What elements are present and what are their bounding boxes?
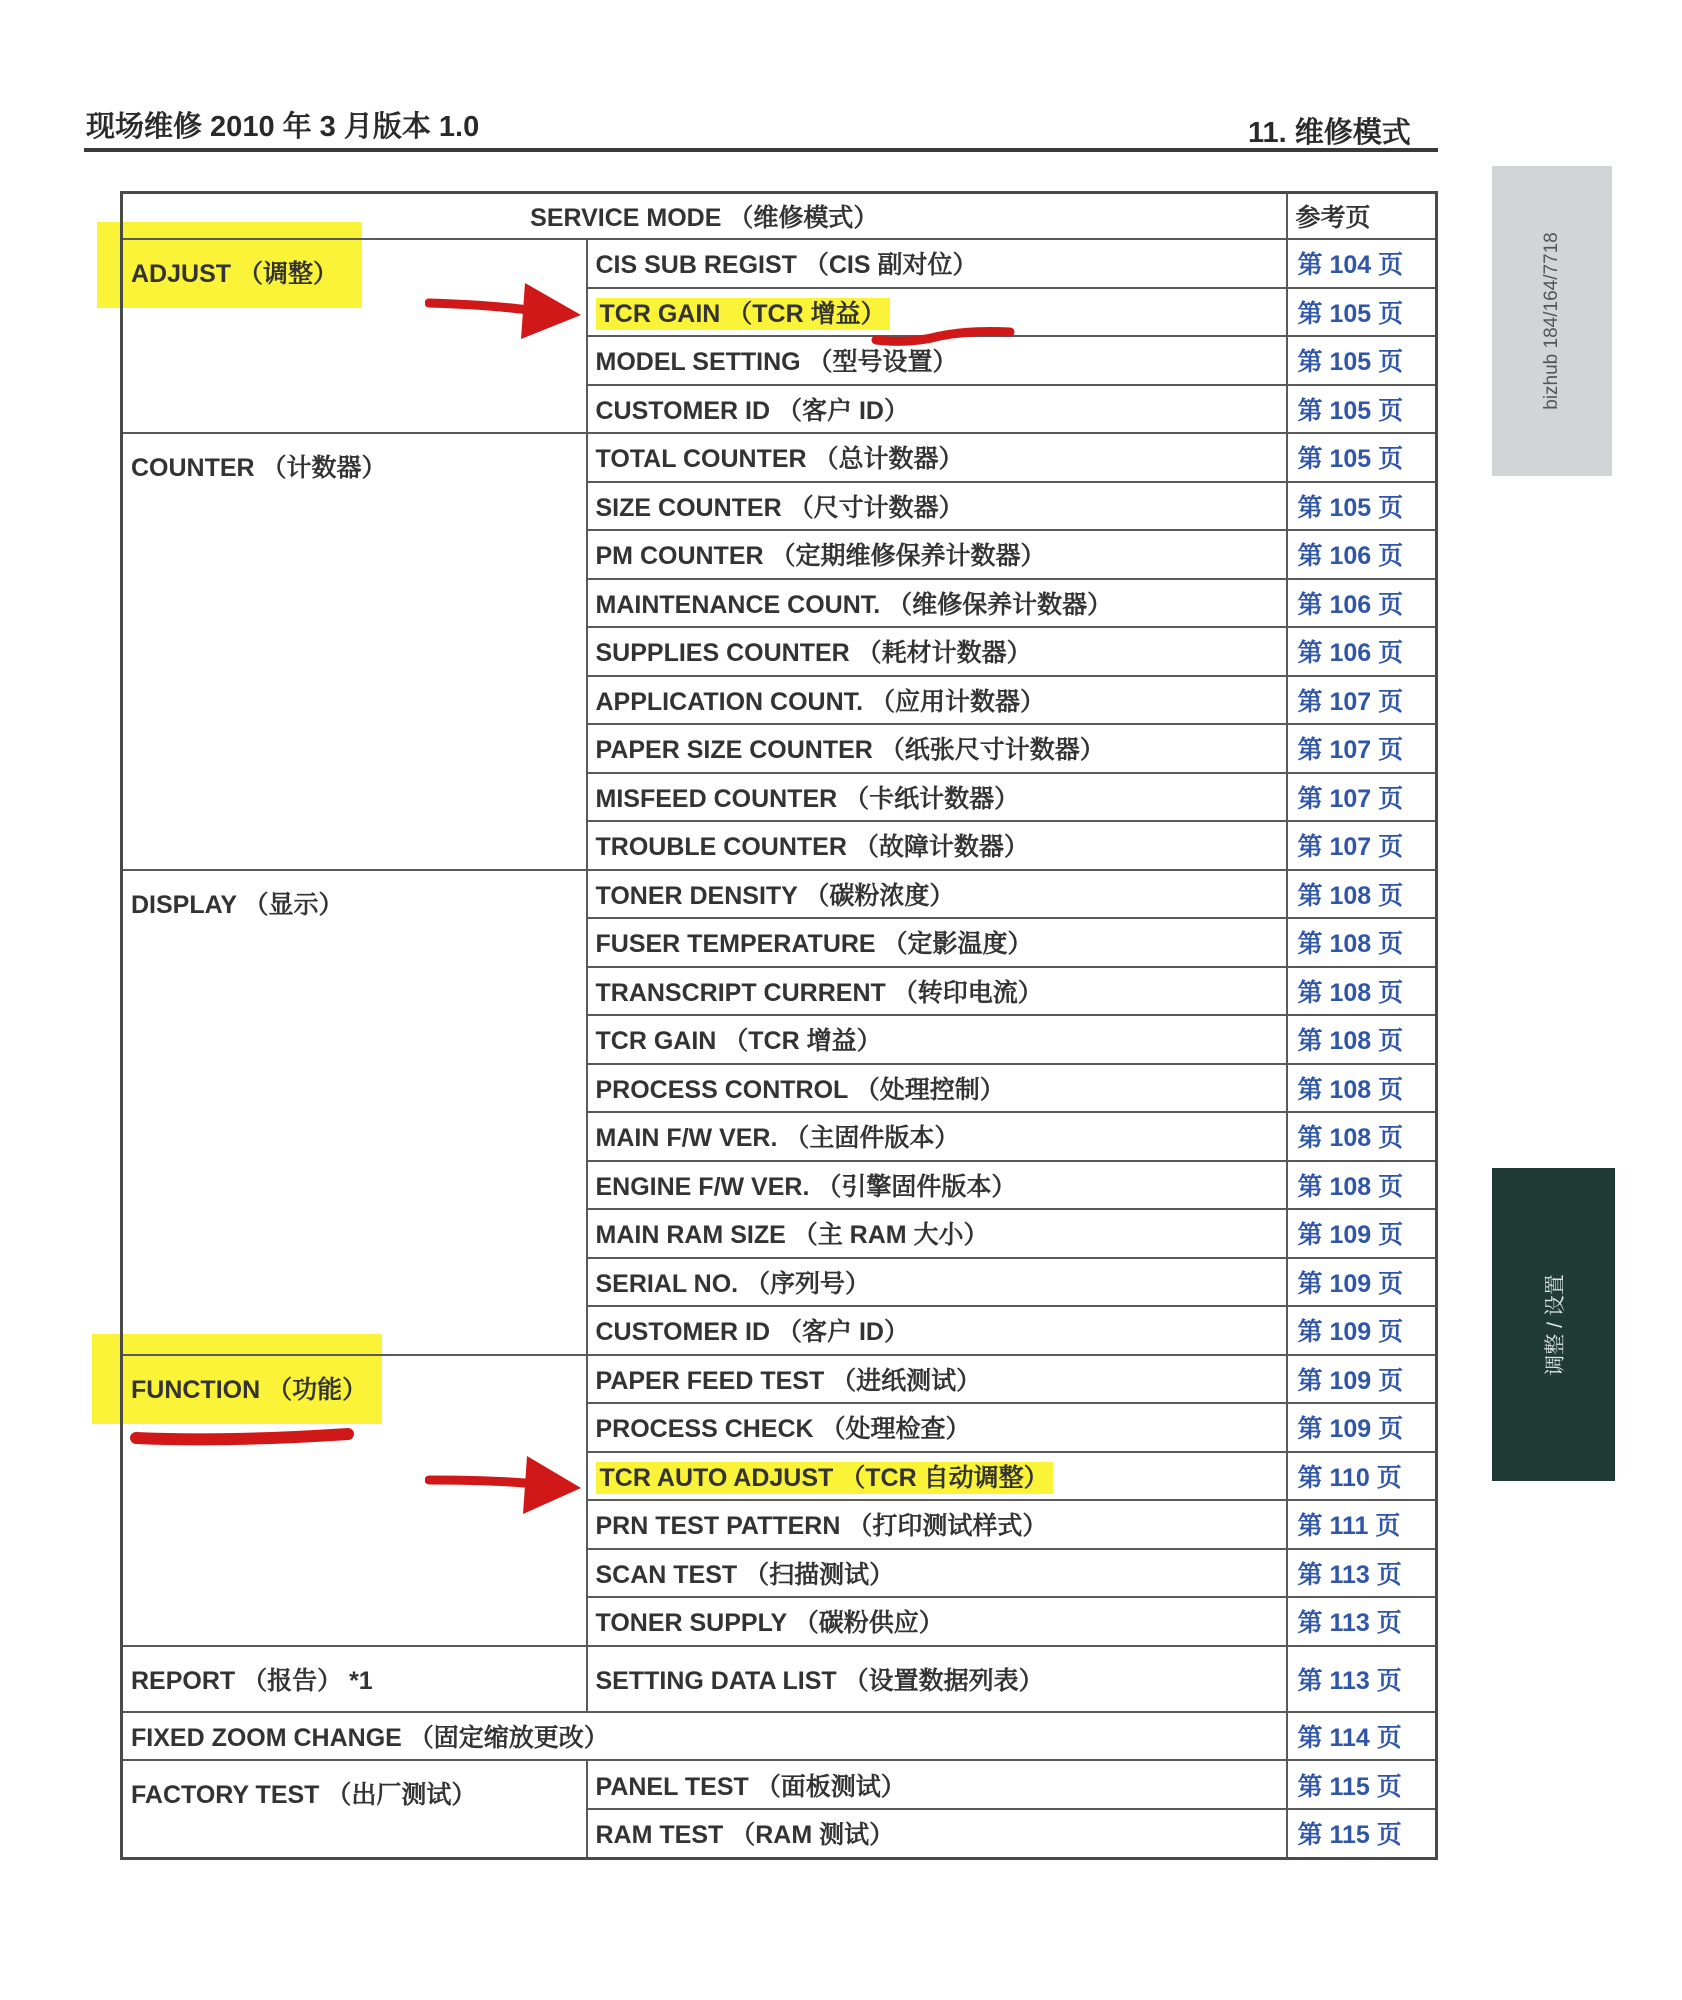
mode-item-label: TROUBLE COUNTER （故障计数器）: [595, 833, 1029, 862]
mode-item-label: TCR GAIN （TCR 增益）: [596, 298, 890, 330]
mode-item-label: PAPER FEED TEST （进纸测试）: [595, 1366, 982, 1395]
table-header-row: [122, 193, 1437, 240]
table-row: [122, 870, 1437, 919]
mode-item-label: CUSTOMER ID （客户 ID）: [595, 1318, 909, 1347]
table-row: [122, 1712, 1437, 1761]
category-label: ADJUST （调整）: [131, 260, 338, 288]
page-ref: 第 109 页: [1287, 1258, 1437, 1307]
page-ref: 第 113 页: [1287, 1549, 1437, 1598]
red-arrow-tcr-auto-adjust-icon: [425, 1450, 585, 1520]
mode-item-label: PROCESS CHECK （处理检查）: [595, 1415, 971, 1444]
mode-item-label: PROCESS CONTROL （处理控制）: [595, 1075, 1005, 1104]
mode-item-cell: [587, 1209, 1287, 1258]
table-row: [122, 239, 1437, 288]
mode-item-label: CUSTOMER ID （客户 ID）: [595, 396, 909, 425]
page-ref: 第 109 页: [1287, 1306, 1437, 1355]
page-ref: 第 107 页: [1287, 676, 1437, 725]
mode-item-cell: [587, 1064, 1287, 1113]
mode-item-cell: [587, 1306, 1287, 1355]
page-ref: 第 109 页: [1287, 1355, 1437, 1404]
mode-item-cell: [587, 239, 1287, 288]
category-cell: [122, 1760, 587, 1858]
mode-item-label: SUPPLIES COUNTER （耗材计数器）: [595, 639, 1032, 668]
mode-item-cell: [587, 918, 1287, 967]
page-ref: 第 105 页: [1287, 385, 1437, 434]
mode-item-cell: [587, 967, 1287, 1016]
section-side-tab: [1492, 1168, 1615, 1481]
page-ref: 第 108 页: [1287, 870, 1437, 919]
page-ref: 第 104 页: [1287, 239, 1437, 288]
model-side-tab: [1492, 166, 1612, 476]
mode-item-cell: [587, 1597, 1287, 1646]
mode-item-label: FUSER TEMPERATURE （定影温度）: [595, 930, 1033, 959]
page-ref: 第 108 页: [1287, 1015, 1437, 1064]
model-side-tab-label: bizhub 184/164/7718: [1541, 232, 1562, 410]
page-ref: 第 108 页: [1287, 1161, 1437, 1210]
page-ref: 第 106 页: [1287, 579, 1437, 628]
section-side-tab-label: 调整 / 设置: [1543, 1273, 1567, 1376]
table-row: [122, 1646, 1437, 1712]
mode-item-label: PM COUNTER （定期维修保养计数器）: [595, 542, 1046, 571]
mode-item-label: TONER DENSITY （碳粉浓度）: [595, 881, 955, 910]
red-underline-tcr-gain-icon: [870, 318, 1020, 352]
mode-item-cell: [587, 1809, 1287, 1859]
mode-item-cell: [587, 482, 1287, 531]
category-label: FUNCTION （功能）: [131, 1375, 368, 1404]
mode-item-label: APPLICATION COUNT. （应用计数器）: [595, 687, 1046, 716]
page-ref: 第 105 页: [1287, 288, 1437, 337]
mode-item-label: SETTING DATA LIST （设置数据列表）: [595, 1666, 1044, 1695]
table-title: SERVICE MODE （维修模式）: [122, 193, 1287, 240]
page-ref: 第 107 页: [1287, 821, 1437, 870]
page-ref: 第 109 页: [1287, 1403, 1437, 1452]
mode-item-cell: [587, 1500, 1287, 1549]
mode-item-cell: [587, 530, 1287, 579]
mode-item-cell: [587, 1549, 1287, 1598]
mode-item-label: SIZE COUNTER （尺寸计数器）: [595, 493, 964, 522]
red-arrow-tcr-gain-icon: [425, 275, 585, 345]
mode-item-cell: [587, 1015, 1287, 1064]
mode-item-cell: [587, 1112, 1287, 1161]
category-cell: [122, 1646, 587, 1712]
mode-item-label: MAIN F/W VER. （主固件版本）: [595, 1124, 960, 1153]
mode-item-label: RAM TEST （RAM 测试）: [595, 1821, 895, 1850]
category-label: DISPLAY （显示）: [131, 890, 344, 919]
table-row: [122, 1355, 1437, 1404]
mode-item-label: TCR AUTO ADJUST （TCR 自动调整）: [596, 1462, 1053, 1494]
category-label: FIXED ZOOM CHANGE （固定缩放更改）: [131, 1724, 609, 1753]
mode-item-label: TOTAL COUNTER （总计数器）: [595, 445, 964, 474]
mode-item-cell: [587, 1258, 1287, 1307]
mode-item-cell: [587, 627, 1287, 676]
mode-item-label: CIS SUB REGIST （CIS 副对位）: [595, 251, 978, 280]
mode-item-cell: [587, 433, 1287, 482]
page-ref: 第 114 页: [1287, 1712, 1437, 1761]
category-cell: [122, 433, 587, 870]
mode-item-cell: [587, 724, 1287, 773]
header-rule: [84, 148, 1438, 152]
category-label: COUNTER （计数器）: [131, 454, 387, 482]
mode-item-label: TONER SUPPLY （碳粉供应）: [595, 1609, 944, 1638]
page-ref: 第 107 页: [1287, 773, 1437, 822]
mode-item-cell: [587, 821, 1287, 870]
page-ref: 第 108 页: [1287, 1064, 1437, 1113]
page-ref: 第 108 页: [1287, 918, 1437, 967]
table-row: [122, 433, 1437, 482]
mode-item-label: PAPER SIZE COUNTER （纸张尺寸计数器）: [595, 736, 1105, 765]
ref-page-header: 参考页: [1287, 193, 1437, 240]
red-underline-function-icon: [128, 1422, 358, 1452]
page-ref: 第 113 页: [1287, 1646, 1437, 1712]
page-ref: 第 115 页: [1287, 1809, 1437, 1859]
page-ref: 第 106 页: [1287, 627, 1437, 676]
mode-item-label: MISFEED COUNTER （卡纸计数器）: [595, 784, 1020, 813]
page-ref: 第 111 页: [1287, 1500, 1437, 1549]
mode-item-label: ENGINE F/W VER. （引擎固件版本）: [595, 1172, 1017, 1201]
mode-item-cell: [587, 1403, 1287, 1452]
page-ref: 第 113 页: [1287, 1597, 1437, 1646]
page-ref: 第 109 页: [1287, 1209, 1437, 1258]
page-ref: 第 108 页: [1287, 967, 1437, 1016]
mode-item-label: PRN TEST PATTERN （打印测试样式）: [595, 1512, 1048, 1541]
mode-item-cell: [587, 1161, 1287, 1210]
mode-item-label: SERIAL NO. （序列号）: [595, 1269, 871, 1298]
mode-item-cell: [587, 579, 1287, 628]
table-row: [122, 1760, 1437, 1809]
mode-item-cell: [587, 1355, 1287, 1404]
mode-item-label: TCR GAIN （TCR 增益）: [595, 1027, 882, 1056]
header-section-title: 11. 维修模式: [1248, 117, 1411, 149]
mode-item-cell: [587, 1760, 1287, 1809]
header-edition: 现场维修 2010 年 3 月版本 1.0: [86, 111, 480, 143]
page-ref: 第 105 页: [1287, 482, 1437, 531]
mode-item-cell: [587, 773, 1287, 822]
category-cell: [122, 870, 587, 1355]
mode-item-label: TRANSCRIPT CURRENT （转印电流）: [595, 978, 1043, 1007]
category-label: REPORT （报告） *1: [131, 1666, 373, 1695]
page-ref: 第 115 页: [1287, 1760, 1437, 1809]
page-ref: 第 106 页: [1287, 530, 1437, 579]
mode-item-cell: [587, 385, 1287, 434]
mode-item-label: MAINTENANCE COUNT. （维修保养计数器）: [595, 590, 1113, 619]
category-cell: [122, 1712, 1287, 1761]
page-ref: 第 110 页: [1287, 1452, 1437, 1501]
mode-item-label: MAIN RAM SIZE （主 RAM 大小）: [595, 1221, 989, 1250]
page-ref: 第 108 页: [1287, 1112, 1437, 1161]
page-ref: 第 105 页: [1287, 433, 1437, 482]
category-label: FACTORY TEST （出厂测试）: [131, 1781, 477, 1810]
mode-item-label: PANEL TEST （面板测试）: [595, 1772, 906, 1801]
mode-item-cell: [587, 1646, 1287, 1712]
mode-item-cell: [587, 676, 1287, 725]
mode-item-label: MODEL SETTING （型号设置）: [595, 348, 958, 377]
service-mode-table: [120, 191, 1438, 1860]
page-ref: 第 107 页: [1287, 724, 1437, 773]
mode-item-cell: [587, 1452, 1287, 1501]
mode-item-cell: [587, 870, 1287, 919]
mode-item-label: SCAN TEST （扫描测试）: [595, 1560, 895, 1589]
page-ref: 第 105 页: [1287, 336, 1437, 385]
